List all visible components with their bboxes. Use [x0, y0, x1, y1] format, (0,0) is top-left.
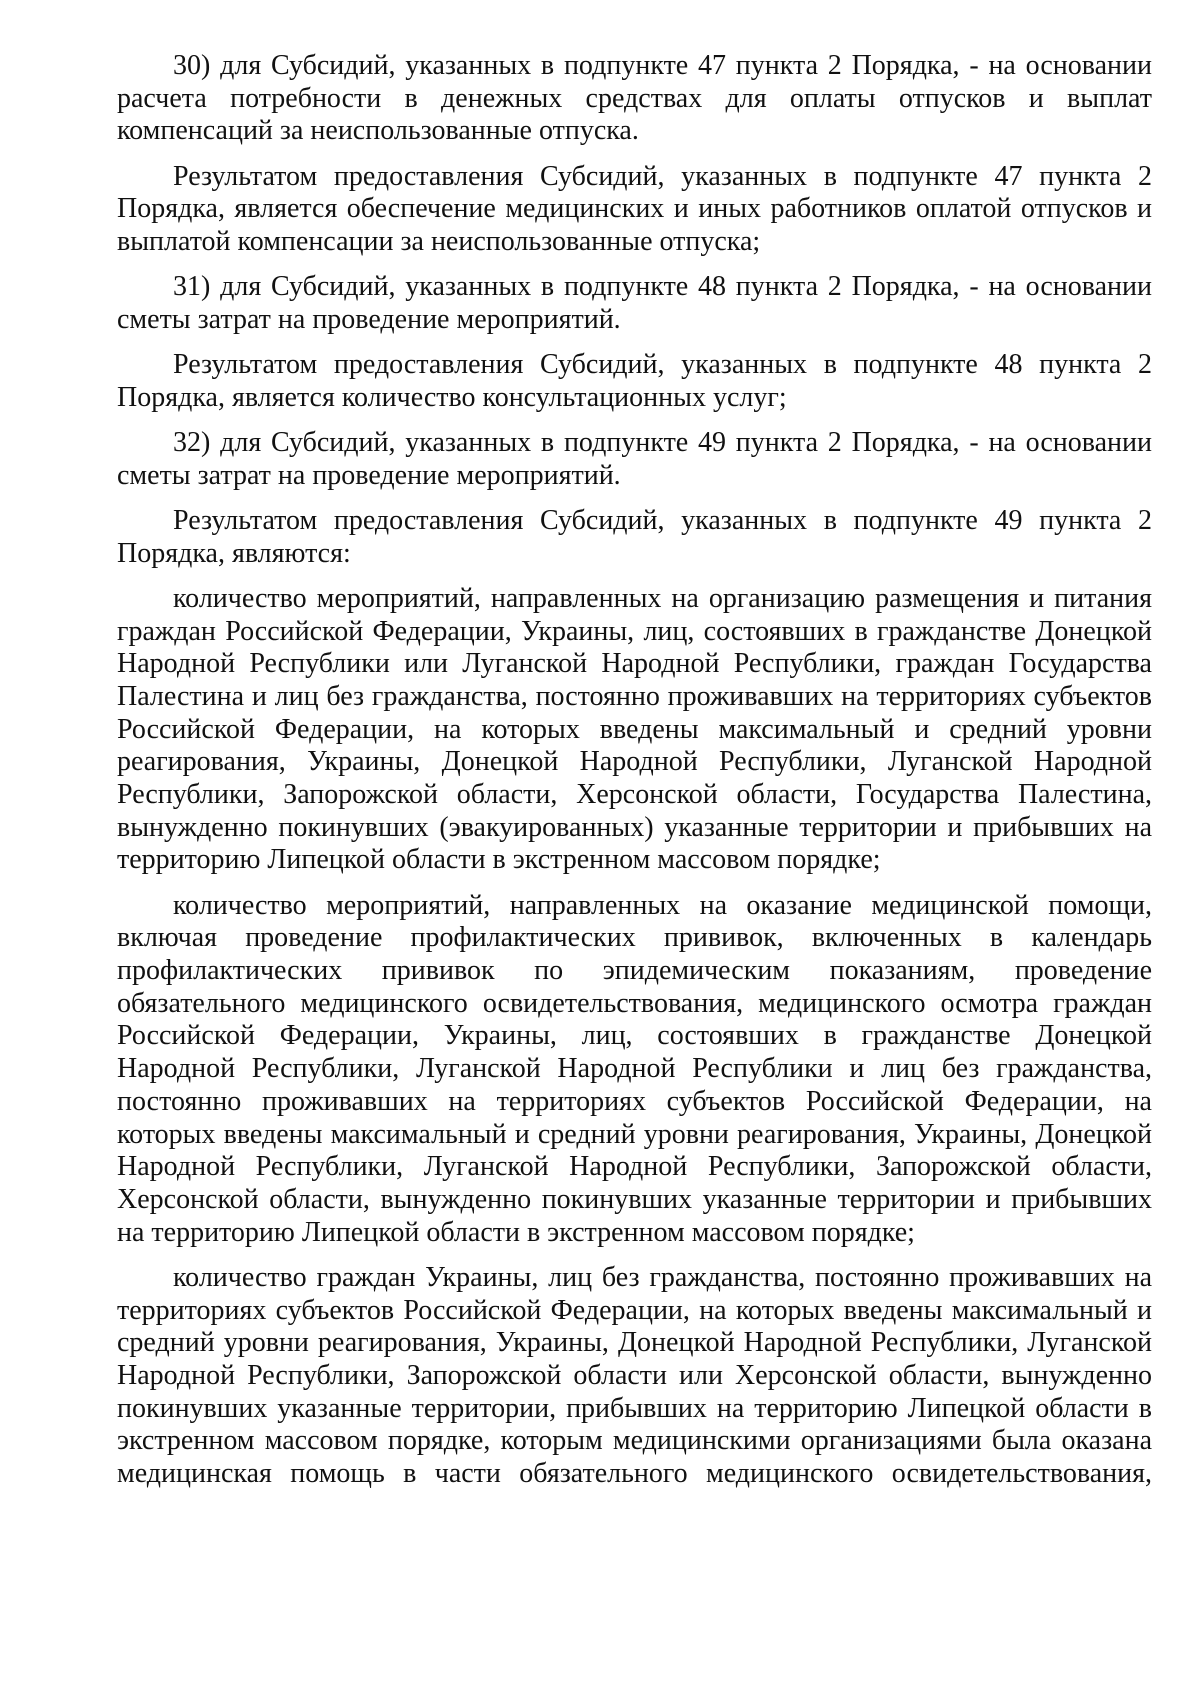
paragraph-citizens-count: количество граждан Украины, лиц без гражданства, постоянно проживавших на территориях субъектов Российской Федерации, на которых введены максимальный и средний уровни реагирования, Украины, Донецкой Народной Республики, Луганской Народной Республики, Запорожской области или Херсонской области, вынужденно покинувших указанные территории, прибывших на территорию Липецкой области в экстренном массовом порядке, которым медицинскими организациями была оказана медицинская помощь в части обязательного медицинского освидетельствования,: [117, 1261, 1152, 1490]
paragraph-item-31: 31) для Субсидий, указанных в подпункте 48 пункта 2 Порядка, - на основании сметы затрат на проведение мероприятий.: [117, 271, 1152, 335]
paragraph-item-30: 30) для Субсидий, указанных в подпункте 47 пункта 2 Порядка, - на основании расчета потребности в денежных средствах для оплаты отпусков и выплат компенсаций за неиспользованные отпуска.: [117, 50, 1152, 147]
paragraph-accommodation-events: количество мероприятий, направленных на организацию размещения и питания граждан Российской Федерации, Украины, лиц, состоявших в гражданстве Донецкой Народной Республики или Луганской Народной Республики, граждан Государства Палестина и лиц без гражданства, постоянно проживавших на территориях субъектов Российской Федерации, на которых введены максимальный и средний уровни реагирования, Украины, Донецкой Народной Республики, Луганской Народной Республики, Запорожской области, Херсонской области, Государства Палестина, вынужденно покинувших (эвакуированных) указанные территории и прибывших на территорию Липецкой области в экстренном массовом порядке;: [117, 582, 1152, 876]
paragraph-result-48: Результатом предоставления Субсидий, указанных в подпункте 48 пункта 2 Порядка, является количество консультационных услуг;: [117, 349, 1152, 413]
paragraph-result-47: Результатом предоставления Субсидий, указанных в подпункте 47 пункта 2 Порядка, является обеспечение медицинских и иных работников оплатой отпусков и выплатой компенсации за неиспользованные отпуска;: [117, 160, 1152, 258]
paragraph-medical-events: количество мероприятий, направленных на оказание медицинской помощи, включая проведение профилактических прививок, включенных в календарь профилактических прививок по эпидемическим показаниям, проведение обязательного медицинского освидетельствования, медицинского осмотра граждан Российской Федерации, Украины, лиц, состоявших в гражданстве Донецкой Народной Республики, Луганской Народной Республики и лиц без гражданства, постоянно проживавших на территориях субъектов Российской Федерации, на которых введены максимальный и средний уровни реагирования, Украины, Донецкой Народной Республики, Луганской Народной Республики, Запорожской области, Херсонской области, вынужденно покинувших указанные территории и прибывших на территорию Липецкой области в экстренном массовом порядке;: [117, 889, 1152, 1248]
document-page: [117, 50, 1152, 1503]
paragraph-item-32: 32) для Субсидий, указанных в подпункте 49 пункта 2 Порядка, - на основании сметы затрат на проведение мероприятий.: [117, 427, 1152, 491]
paragraph-result-49: Результатом предоставления Субсидий, указанных в подпункте 49 пункта 2 Порядка, являются:: [117, 504, 1152, 569]
